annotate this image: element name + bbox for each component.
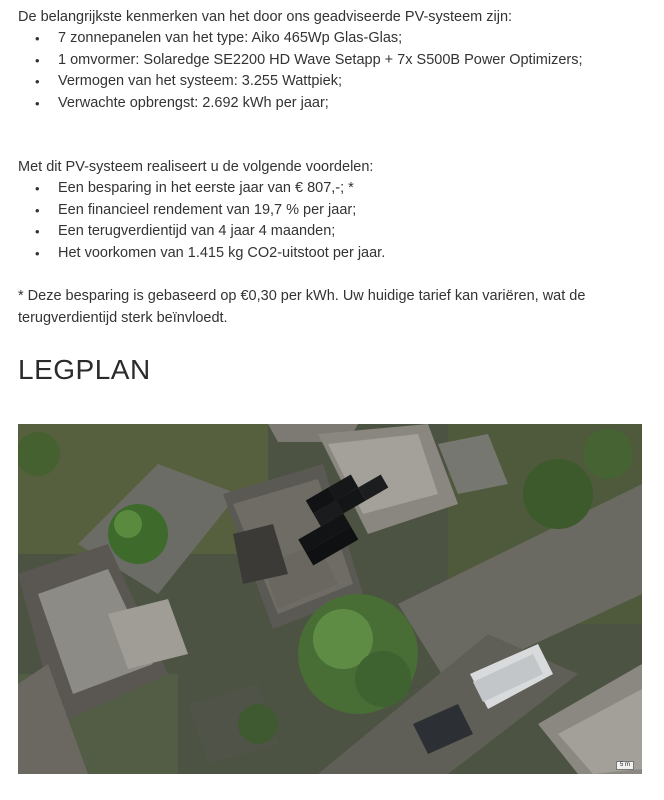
list-item	[18, 221, 385, 243]
bullet-icon: •	[35, 31, 40, 46]
list-item	[18, 50, 583, 72]
bullet-icon: •	[35, 245, 40, 261]
benefit-payback: Een terugverdientijd van 4 jaar 4 maanden;	[58, 223, 336, 239]
legplan-aerial-map	[18, 424, 642, 774]
features-intro: De belangrijkste kenmerken van het door ons geadviseerde PV-systeem zijn:	[18, 9, 513, 25]
bullet-icon: •	[35, 202, 40, 218]
list-item	[18, 243, 385, 265]
feature-inverter: 1 omvormer: Solaredge SE2200 HD Wave Setapp + 7x S500B Power Optimizers;	[58, 51, 583, 68]
map-scale-bar: 5 m	[616, 761, 634, 770]
list-item	[18, 28, 583, 50]
list-item	[18, 93, 583, 115]
features-list	[18, 28, 583, 114]
list-item	[18, 71, 583, 93]
benefit-return: Een financieel rendement van 19,7 % per jaar;	[58, 201, 357, 218]
list-item	[18, 200, 385, 222]
aerial-photo	[18, 424, 642, 774]
savings-footnote: * Deze besparing is gebaseerd op €0,30 per kWh. Uw huidige tarief kan variëren, wat de terugverdientijd sterk beïnvloedt.	[18, 288, 586, 326]
bullet-icon: •	[35, 224, 40, 239]
feature-yield: Verwachte opbrengst: 2.692 kWh per jaar;	[58, 94, 329, 111]
bullet-icon: •	[35, 95, 40, 111]
bullet-icon: •	[35, 181, 40, 196]
feature-power: Vermogen van het systeem: 3.255 Wattpiek;	[58, 73, 342, 89]
benefits-list	[18, 178, 385, 264]
benefits-intro: Met dit PV-systeem realiseert u de volgende voordelen:	[18, 159, 374, 175]
legplan-heading: LEGPLAN	[18, 354, 151, 385]
bullet-icon: •	[35, 52, 40, 68]
benefit-savings: Een besparing in het eerste jaar van € 807,-; *	[58, 180, 354, 196]
benefit-co2: Het voorkomen van 1.415 kg CO2-uitstoot per jaar.	[58, 244, 386, 261]
bullet-icon: •	[35, 74, 40, 89]
list-item	[18, 178, 385, 200]
feature-panels: 7 zonnepanelen van het type: Aiko 465Wp Glas-Glas;	[58, 30, 403, 46]
